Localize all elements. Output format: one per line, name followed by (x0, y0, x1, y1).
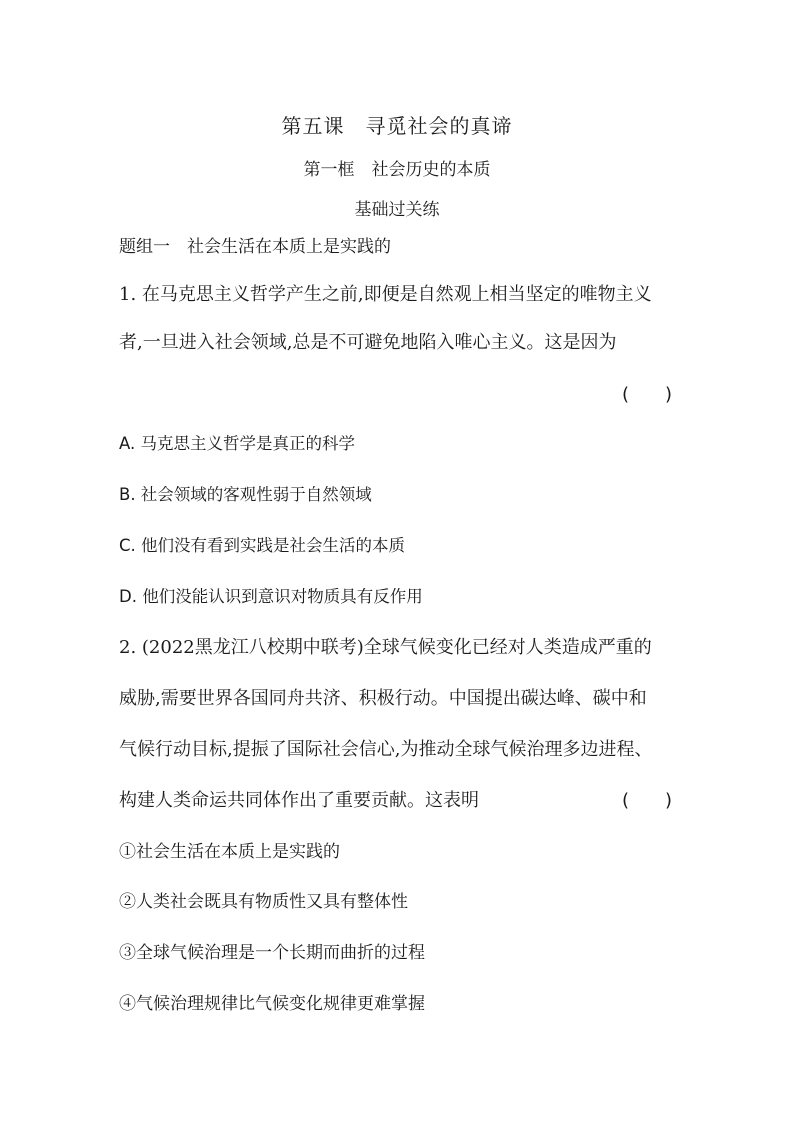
lesson-title: 第五课 寻觅社会的真谛 (281, 114, 513, 138)
q2-text-line-3: 气候行动目标,提振了国际社会信心,为推动全球气候治理多边进程、 (119, 739, 653, 760)
q1-option-d: D. 他们没能认识到意识对物质具有反作用 (119, 587, 423, 606)
group-heading: 题组一 社会生活在本质上是实践的 (119, 237, 391, 257)
practice-title: 基础过关练 (354, 200, 440, 220)
q2-statement-2: ②人类社会既具有物质性又具有整体性 (119, 892, 408, 912)
q2-statement-3: ③全球气候治理是一个长期而曲折的过程 (119, 943, 425, 963)
q1-answer-paren: ( ) (622, 384, 673, 405)
q2-statement-1: ①社会生活在本质上是实践的 (119, 842, 340, 862)
frame-title: 第一框 社会历史的本质 (303, 160, 491, 180)
q2-statement-4: ④气候治理规律比气候变化规律更难掌握 (119, 994, 425, 1014)
q2-text-line-1: 2. (2022黑龙江八校期中联考)全球气候变化已经对人类造成严重的 (119, 637, 652, 658)
q1-option-b: B. 社会领域的客观性弱于自然领域 (119, 485, 372, 504)
q2-answer-paren: ( ) (622, 790, 673, 811)
q1-text-line-1: 1. 在马克思主义哲学产生之前,即便是自然观上相当坚定的唯物主义 (119, 284, 652, 305)
q1-option-c: C. 他们没有看到实践是社会生活的本质 (119, 536, 406, 555)
q2-text-line-4: 构建人类命运共同体作出了重要贡献。这表明 (119, 790, 479, 811)
q2-text-line-2: 威胁,需要世界各国同舟共济、积极行动。中国提出碳达峰、碳中和 (119, 688, 647, 709)
q1-text-line-2: 者,一旦进入社会领域,总是不可避免地陷入唯心主义。这是因为 (119, 332, 617, 353)
q1-option-a: A. 马克思主义哲学是真正的科学 (119, 434, 355, 453)
